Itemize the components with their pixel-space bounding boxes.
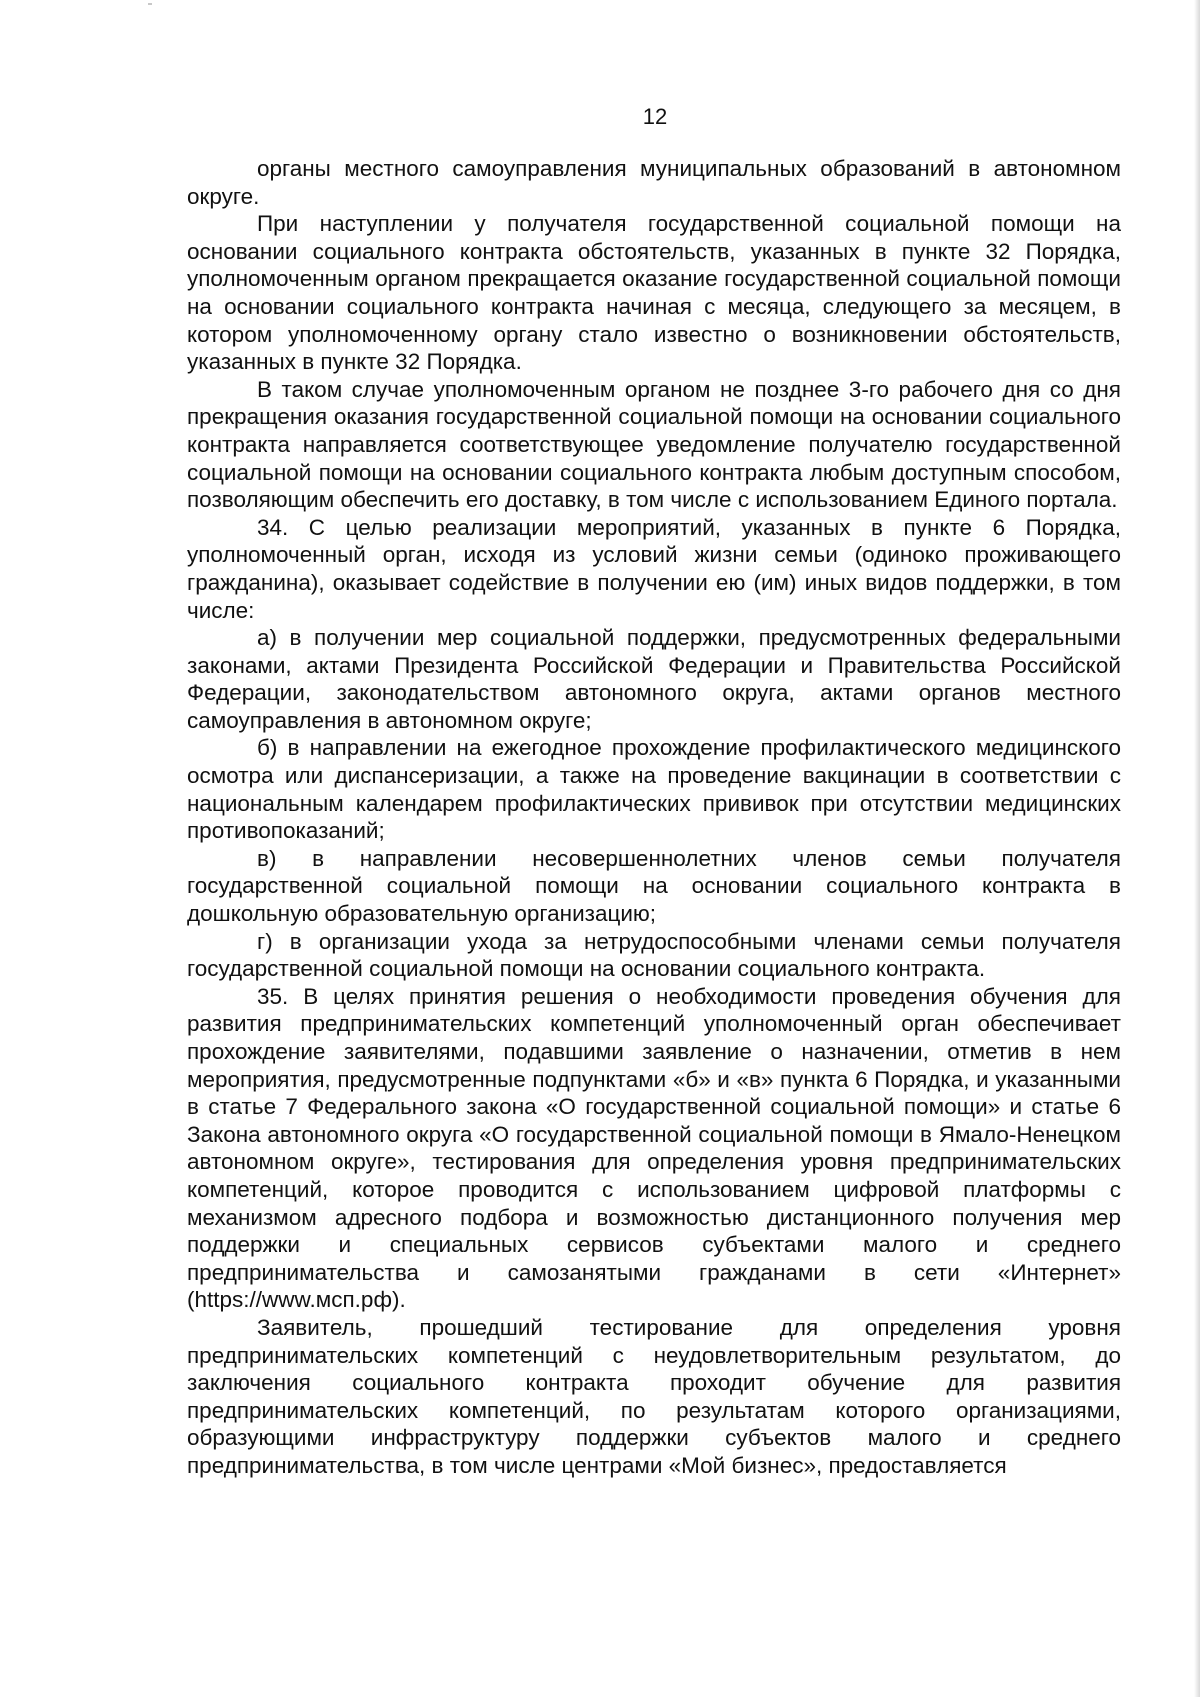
subparagraph-v: в) в направлении несовершеннолетних членов семьи получателя государственной социальной помощи на основании социального контракта в дошкольную образовательную организацию; xyxy=(187,845,1121,927)
paragraph-3: В таком случае уполномоченным органом не позднее 3-го рабочего дня со дня прекращения оказания государственной социальной помощи на основании социального контракта направляется соответствующее уведомление получателю государственной социальной помощи на основании социального контракта любым доступным способом, позволяющим обеспечить его доставку, в том числе с использованием Единого портала. xyxy=(187,376,1121,513)
paragraph-applicant: Заявитель, прошедший тестирование для определения уровня предпринимательских компетенций с неудовлетворительным результатом, до заключения социального контракта проходит обучение для развития предпринимательских компетенций, по результатам которого организациями, образующими инфраструктуру поддержки субъектов малого и среднего предпринимательства, в том числе центрами «Мой бизнес», предоставляется xyxy=(187,1314,1121,1478)
page-edge-shadow xyxy=(1194,0,1200,1697)
paragraph-35: 35. В целях принятия решения о необходимости проведения обучения для развития предпринимательских компетенций уполномоченный орган обеспечивает прохождение заявителями, подавшими заявление о назначении, отметив в нем мероприятия, предусмотренные подпунктами «б» и «в» пункта 6 Порядка, и указанными в статье 7 Федерального закона «О государственной социальной помощи» и статье 6 Закона автономного округа «О государственной социальной помощи в Ямало-Ненецком автономном округе», тестирования для определения уровня предпринимательских компетенций, которое проводится с использованием цифровой платформы с механизмом адресного подбора и возможностью дистанционного получения мер поддержки и специальных сервисов субъектами малого и среднего предпринимательства и самозанятыми гражданами в сети «Интернет» (https://www.мсп.рф). xyxy=(187,983,1121,1313)
paragraph-34: 34. С целью реализации мероприятий, указанных в пункте 6 Порядка, уполномоченный орган, исходя из условий жизни семьи (одиноко проживающего гражданина), оказывает содействие в получении ею (им) иных видов поддержки, в том числе: xyxy=(187,514,1121,623)
subparagraph-a: а) в получении мер социальной поддержки, предусмотренных федеральными законами, актами Президента Российской Федерации и Правительства Российской Федерации, законодательством автономного округа, актами органов местного самоуправления в автономном округе; xyxy=(187,625,1121,733)
subparagraph-b: б) в направлении на ежегодное прохождение профилактического медицинского осмотра или диспансеризации, а также на проведение вакцинации в соответствии с национальным календарем профилактических прививок при отсутствии медицинских противопоказаний; xyxy=(187,735,1121,844)
subparagraph-g: г) в организации ухода за нетрудоспособными членами семьи получателя государственной социальной помощи на основании социального контракта. xyxy=(187,928,1121,982)
page-number: 12 xyxy=(642,104,668,129)
scan-artifact xyxy=(148,3,152,5)
document-body xyxy=(187,155,1121,1480)
paragraph-2: При наступлении у получателя государственной социальной помощи на основании социального контракта обстоятельств, указанных в пункте 32 Порядка, уполномоченным органом прекращается оказание государственной социальной помощи на основании социального контракта начиная с месяца, следующего за месяцем, в котором уполномоченному органу стало известно о возникновении обстоятельств, указанных в пункте 32 Порядка. xyxy=(187,211,1121,375)
paragraph-1: органы местного самоуправления муниципальных образований в автономном округе. xyxy=(187,156,1121,209)
